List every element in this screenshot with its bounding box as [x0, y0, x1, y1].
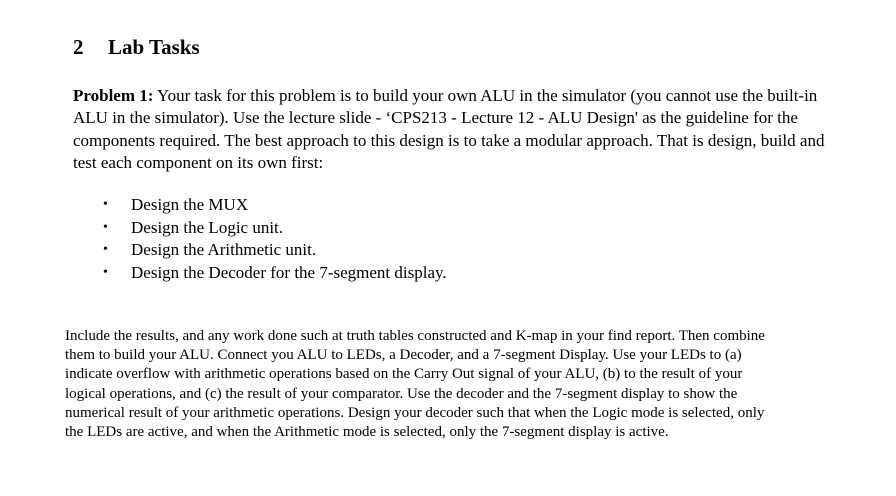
list-item-text: Design the Decoder for the 7-segment display. [131, 262, 447, 282]
section-heading [73, 34, 200, 60]
instructions-paragraph: Include the results, and any work done such at truth tables constructed and K-map in your find report. Then combine them to build your ALU. Connect you ALU to LEDs, a Decoder, and a 7-segment Display. Use your LEDs to (a) indicate overflow with arithmetic operations based on the Carry Out signal of your ALU, (b) to the result of your logical operations, and (c) the result of your comparator. Use the decoder and the 7-segment display to show the numerical result of your arithmetic operations. Design your decoder such that when the Logic mode is selected, only the LEDs are active, and when the Arithmetic mode is selected, only the 7-segment display is active. [65, 328, 765, 441]
problem-label: Problem 1: [73, 86, 154, 105]
task-list [73, 194, 447, 284]
list-item-text: Design the Logic unit. [131, 217, 284, 237]
section-number: 2 [73, 35, 84, 59]
list-item [73, 194, 447, 217]
bullet-icon: • [103, 264, 108, 280]
problem-text: Your task for this problem is to build your own ALU in the simulator (you cannot use the built-in ALU in the simulator). Use the lecture slide - ‘CPS213 - Lecture 12 - ALU Design' as the guideline for the components required. The best approach to this design is to take a modular approach. That is design, build and test each component on its own first: [73, 86, 825, 172]
bullet-icon: • [103, 242, 108, 257]
problem-paragraph [73, 85, 843, 174]
list-item [73, 217, 447, 240]
section-title: Lab Tasks [108, 35, 200, 59]
list-item [73, 239, 447, 262]
bullet-icon: • [103, 219, 108, 235]
list-item-text: Design the Arithmetic unit. [131, 240, 317, 259]
list-item-text: Design the MUX [131, 195, 249, 214]
list-item [73, 262, 447, 285]
bullet-icon: • [103, 197, 108, 212]
